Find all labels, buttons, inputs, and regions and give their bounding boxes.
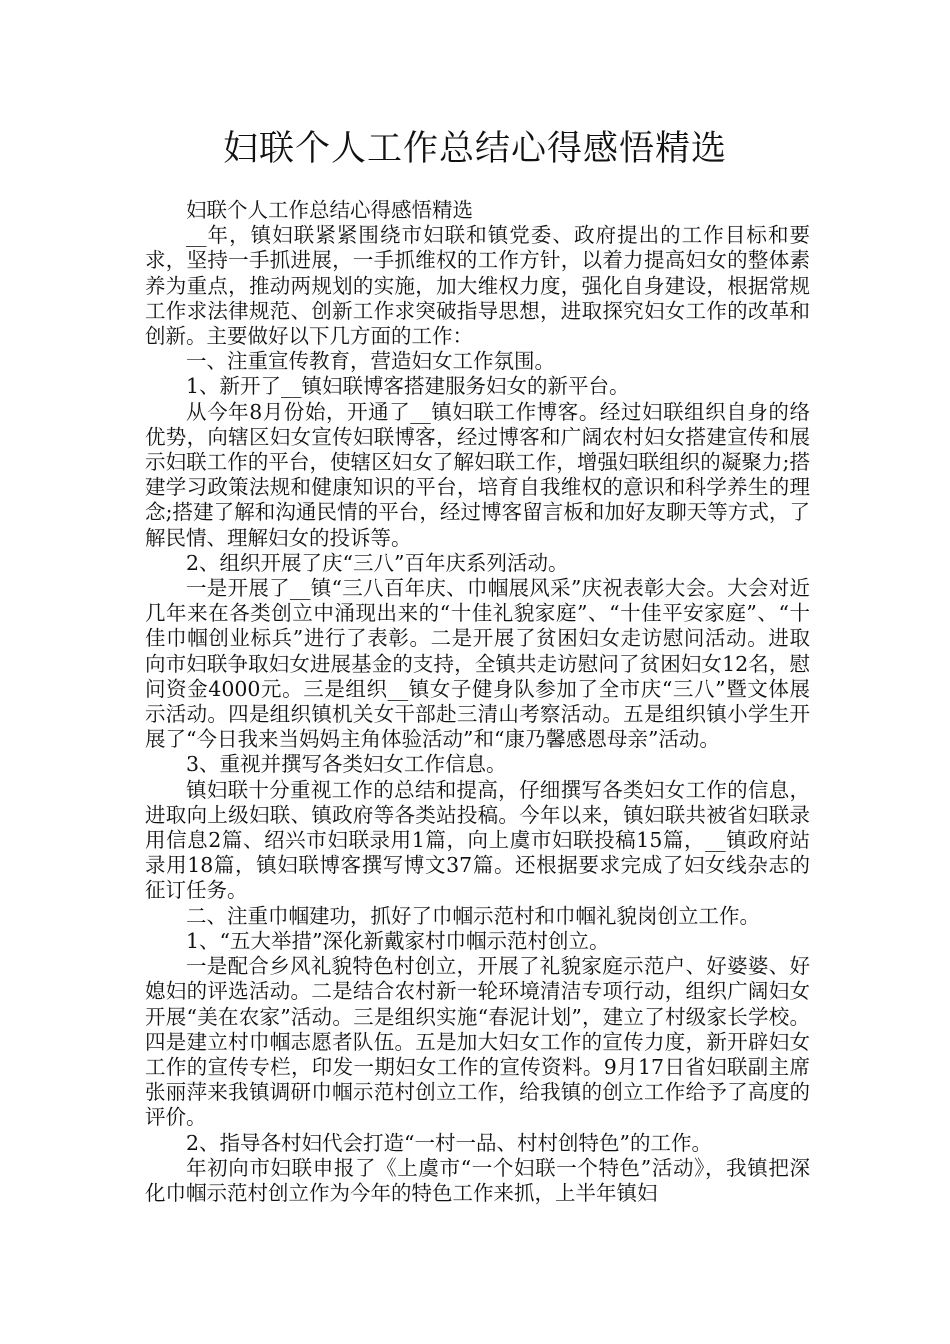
subsection-heading: 1、“五大举措”深化新戴家村巾帼示范村创立。	[186, 928, 610, 953]
subsection-heading: 1、新开了__镇妇联博客搭建服务妇女的新平台。	[186, 374, 630, 399]
section-heading: 二、注重巾帼建功，抓好了巾帼示范村和巾帼礼貌岗创立工作。	[186, 903, 760, 928]
subsection-heading: 2、指导各村妇代会打造“一村一品、村村创特色”的工作。	[186, 1130, 713, 1155]
section-heading: 一、注重宣传教育，营造妇女工作氛围。	[186, 349, 555, 374]
paragraph: 从今年8月份始，开通了__镇妇联工作博客。经过妇联组织自身的络优势，向辖区妇女宣传妇联博客，经过博客和广阔农村妇女搭建宣传和展示妇联工作的平台，使辖区妇女了解妇联工作，增强妇联组织的凝聚力;搭建学习政策法规和健康知识的平台，培育自我维权的意识和科学养生的理念;搭建了解和沟通民情的平台，经过博客留言板和加好友聊天等方式，了解民情、理解妇女的投诉等。	[145, 399, 810, 550]
paragraph: 年初向市妇联申报了《上虞市“一个妇联一个特色”活动》，我镇把深化巾帼示范村创立作为今年的特色工作来抓，上半年镇妇	[145, 1155, 810, 1205]
paragraph: __年，镇妇联紧紧围绕市妇联和镇党委、政府提出的工作目标和要求，坚持一手抓进展，一手抓维权的工作方针，以着力提高妇女的整体素养为重点，推动两规划的实施，加大维权力度，强化自身建设，根据常规工作求法律规范、创新工作求突破指导思想，进取探究妇女工作的改革和创新。主要做好以下几方面的工作：	[145, 223, 810, 349]
paragraph: 一是配合乡风礼貌特色村创立，开展了礼貌家庭示范户、好婆婆、好媳妇的评选活动。二是结合农村新一轮环境清洁专项行动，组织广阔妇女开展“美在农家”活动。三是组织实施“春泥计划”，建立了村级家长学校。四是建立村巾帼志愿者队伍。五是加大妇女工作的宣传力度，新开辟妇女工作的宣传专栏，印发一期妇女工作的宣传资料。9月17日省妇联副主席张丽萍来我镇调研巾帼示范村创立工作，给我镇的创立工作给予了高度的评价。	[145, 954, 810, 1130]
subsection-heading: 2、组织开展了庆“三八”百年庆系列活动。	[186, 550, 569, 575]
paragraph: 妇联个人工作总结心得感悟精选	[186, 198, 473, 222]
document-body	[145, 198, 810, 1206]
paragraph: 镇妇联十分重视工作的总结和提高，仔细撰写各类妇女工作的信息，进取向上级妇联、镇政府等各类站投稿。今年以来，镇妇联共被省妇联录用信息2篇、绍兴市妇联录用1篇，向上虞市妇联投稿15篇，__镇政府站录用18篇，镇妇联博客撰写博文37篇。还根据要求完成了妇女线杂志的征订任务。	[145, 777, 810, 903]
paragraph: 一是开展了__镇“三八百年庆、巾帼展风采”庆祝表彰大会。大会对近几年来在各类创立中涌现出来的“十佳礼貌家庭”、“十佳平安家庭”、“十佳巾帼创业标兵”进行了表彰。二是开展了贫困妇女走访慰问活动。进取向市妇联争取妇女进展基金的支持，全镇共走访慰问了贫困妇女12名，慰问资金4000元。三是组织__镇女子健身队参加了全市庆“三八”暨文体展示活动。四是组织镇机关女干部赴三清山考察活动。五是组织镇小学生开展了“今日我来当妈妈主角体验活动”和“康乃馨感恩母亲”活动。	[145, 576, 810, 752]
subsection-heading: 3、重视并撰写各类妇女工作信息。	[186, 752, 507, 777]
document-title: 妇联个人工作总结心得感悟精选	[222, 129, 727, 169]
